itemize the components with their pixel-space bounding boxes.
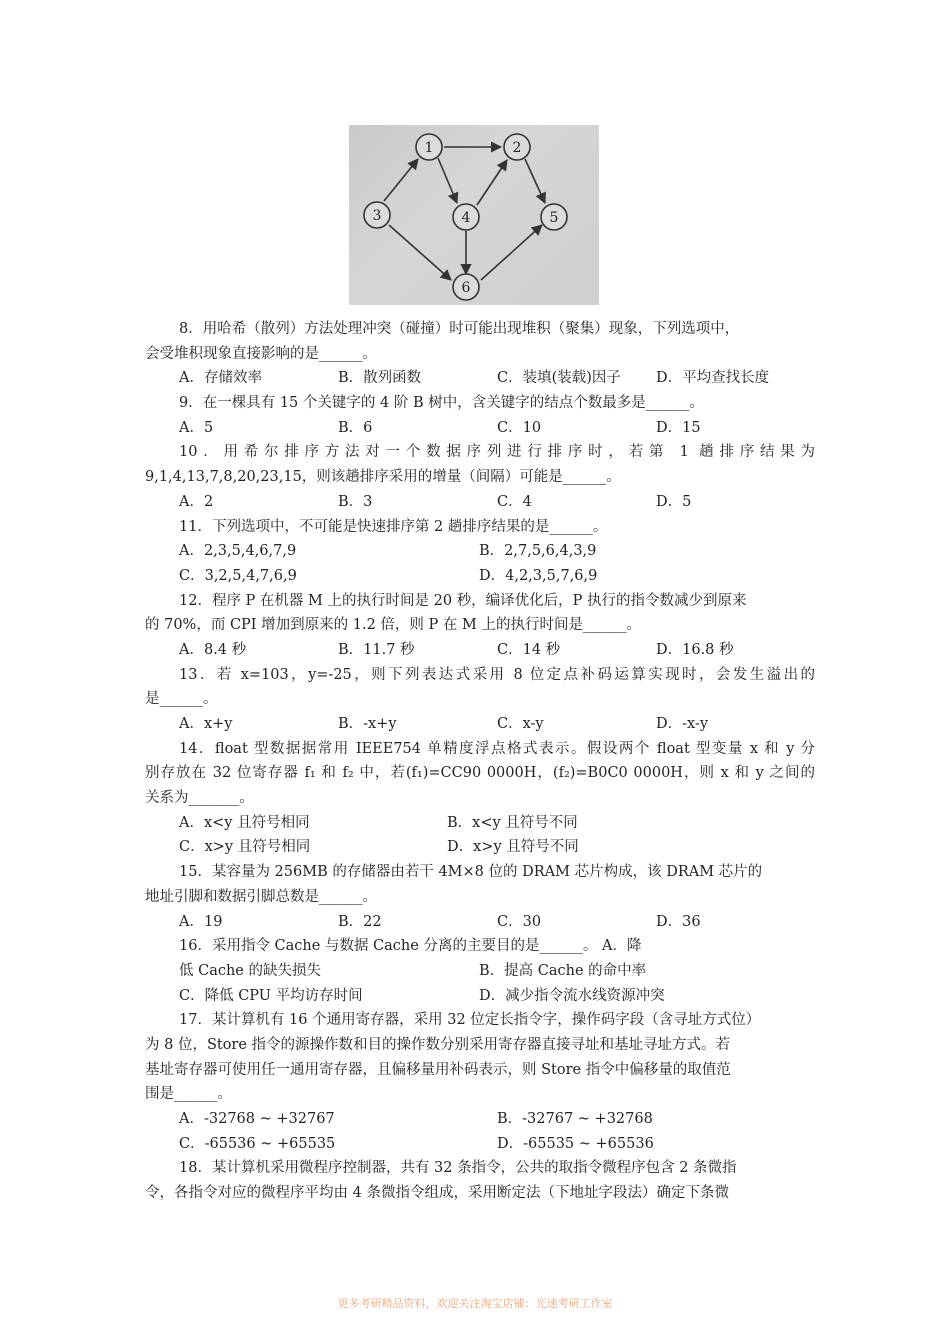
graph-svg	[349, 125, 599, 305]
question-text: 是______。	[145, 691, 218, 708]
graph-node-label: 3	[372, 208, 382, 224]
option-d: D．平均查找长度	[656, 370, 770, 387]
question-text: 11．下列选项中，不可能是快速排序第 2 趟排序结果的是______。	[179, 518, 608, 535]
option-d: D．5	[656, 493, 692, 510]
option-c: C．x-y	[497, 716, 544, 732]
question-text: 会受堆积现象直接影响的是______。	[145, 345, 377, 362]
graph-node-1	[416, 134, 442, 160]
option-row	[145, 564, 815, 589]
option-row	[145, 1107, 815, 1132]
question-text: 18．某计算机采用微程序控制器，共有 32 条指令，公共的取指令微程序包含 2 条微指	[179, 1160, 737, 1177]
question-9	[145, 391, 815, 440]
option-a: A．x+y	[179, 716, 233, 732]
option-b: B．提高 Cache 的命中率	[479, 962, 647, 979]
option-row	[145, 539, 815, 564]
question-text: 基址寄存器可使用任一通用寄存器，且偏移量用补码表示，则 Store 指令中偏移量的取值范	[145, 1061, 731, 1078]
option-c: C．10	[497, 419, 542, 436]
option-b: B．11.7 秒	[338, 641, 415, 658]
option-d: D．-x-y	[656, 716, 709, 732]
question-14	[145, 737, 815, 860]
option-a: A．5	[179, 419, 214, 436]
directed-graph-figure	[349, 125, 599, 305]
question-11	[145, 515, 815, 589]
edge-3-1	[384, 159, 418, 201]
option-c: C．30	[497, 913, 542, 930]
question-text: 为 8 位，Store 指令的源操作数和目的操作数分别采用寄存器直接寻址和基址寻址方式。若	[145, 1036, 731, 1053]
option-row	[145, 490, 815, 515]
option-row	[145, 835, 815, 860]
graph-node-5	[541, 204, 567, 230]
question-16	[145, 934, 815, 1008]
option-c: C．4	[497, 493, 532, 510]
graph-node-label: 4	[461, 210, 471, 226]
option-row	[145, 984, 815, 1009]
option-a: A．19	[179, 913, 223, 930]
option-row	[145, 811, 815, 836]
question-text: 10．用希尔排序方法对一个数据序列进行排序时，若第 1 趟排序结果为	[179, 444, 815, 461]
option-a: A．2	[179, 493, 214, 510]
graph-node-3	[364, 202, 390, 228]
graph-node-6	[453, 274, 479, 300]
question-text: 围是______。	[145, 1086, 232, 1103]
question-15	[145, 860, 815, 934]
question-10	[145, 440, 815, 514]
option-row	[145, 366, 815, 391]
option-b: B．3	[338, 493, 373, 510]
question-18	[145, 1156, 815, 1205]
option-b: B．2,7,5,6,4,3,9	[479, 543, 597, 560]
question-12	[145, 589, 815, 663]
option-b: B．-32767 ~ +32768	[497, 1111, 653, 1127]
graph-node-4	[453, 204, 479, 230]
option-d: D．15	[656, 419, 701, 436]
question-8	[145, 317, 815, 391]
question-text: 令，各指令对应的微程序平均由 4 条微指令组成，采用断定法（下地址字段法）确定下条微	[145, 1185, 729, 1202]
edge-2-5	[525, 159, 545, 203]
question-text: 16．采用指令 Cache 与数据 Cache 分离的主要目的是______。 A．降	[179, 938, 642, 955]
option-row	[145, 959, 815, 984]
question-text: 15．某容量为 256MB 的存储器由若干 4M×8 位的 DRAM 芯片构成，该 DRAM 芯片的	[179, 864, 763, 881]
option-a-continued: 低 Cache 的缺失损失	[179, 962, 321, 979]
graph-node-label: 2	[512, 140, 522, 156]
graph-node-label: 1	[424, 140, 434, 156]
question-list	[145, 317, 815, 1206]
option-b: B．x<y 且符号不同	[447, 814, 578, 831]
edge-4-2	[477, 160, 507, 205]
edge-3-6	[389, 225, 451, 280]
question-17	[145, 1008, 815, 1156]
option-a: A．2,3,5,4,6,7,9	[179, 543, 297, 560]
graph-node-2	[504, 134, 530, 160]
option-row	[145, 910, 815, 935]
graph-node-label: 5	[549, 210, 559, 226]
option-d: D．4,2,3,5,7,6,9	[479, 567, 598, 584]
option-c: C．装填(装载)因子	[497, 370, 621, 387]
option-row	[145, 638, 815, 663]
option-d: D．-65535 ~ +65536	[497, 1135, 654, 1152]
question-text: 地址引脚和数据引脚总数是______。	[145, 888, 377, 905]
graph-node-label: 6	[461, 280, 471, 296]
question-text: 9．在一棵具有 15 个关键字的 4 阶 B 树中，含关键字的结点个数最多是______。	[179, 395, 704, 412]
edge-1-4	[438, 158, 457, 203]
option-a: A．8.4 秒	[179, 641, 247, 658]
option-a: A．存储效率	[179, 370, 262, 387]
question-text: 别存放在 32 位寄存器 f₁ 和 f₂ 中，若(f₁)=CC90 0000H，(f₂)=B0C0 0000H，则 x 和 y 之间的	[145, 765, 815, 782]
option-d: D．减少指令流水线资源冲突	[479, 987, 665, 1004]
option-c: C．3,2,5,4,7,6,9	[179, 567, 297, 584]
option-c: C．-65536 ~ +65535	[179, 1135, 336, 1152]
question-text: 14．float 型数据据常用 IEEE754 单精度浮点格式表示。假设两个 float 型变量 x 和 y 分	[179, 740, 816, 757]
option-row	[145, 1132, 815, 1157]
question-text: 13．若 x=103，y=-25，则下列表达式采用 8 位定点补码运算实现时，会发生溢出的	[179, 666, 815, 683]
option-b: B．22	[338, 913, 382, 930]
option-row	[145, 712, 815, 737]
option-d: D．16.8 秒	[656, 641, 734, 658]
option-row	[145, 416, 815, 441]
option-b: B．6	[338, 419, 373, 436]
option-b: B．散列函数	[338, 370, 422, 387]
question-text: 12．程序 P 在机器 M 上的执行时间是 20 秒，编译优化后，P 执行的指令数减少到原来	[179, 592, 747, 609]
question-13	[145, 663, 815, 737]
option-c: C．降低 CPU 平均访存时间	[179, 987, 363, 1004]
option-c: C．14 秒	[497, 641, 561, 658]
option-a: A．-32768 ~ +32767	[179, 1111, 335, 1127]
edge-6-5	[481, 225, 542, 280]
question-text: 9,1,4,13,7,8,20,23,15，则该趟排序采用的增量（间隔）可能是______。	[145, 469, 621, 486]
option-c: C．x>y 且符号相同	[179, 839, 311, 856]
option-a: A．x<y 且符号相同	[179, 814, 310, 831]
question-text: 8．用哈希（散列）方法处理冲突（碰撞）时可能出现堆积（聚集）现象，下列选项中，	[179, 321, 740, 337]
option-d: D．x>y 且符号不同	[447, 839, 579, 856]
question-text: 的 70%，而 CPI 增加到原来的 1.2 倍，则 P 在 M 上的执行时间是______。	[145, 617, 641, 634]
option-d: D．36	[656, 913, 701, 930]
question-text: 关系为_______。	[145, 790, 254, 807]
option-b: B．-x+y	[338, 716, 397, 732]
footer-watermark: 更多考研精品资料，欢迎关注淘宝店铺：光速考研工作室	[337, 1297, 613, 1310]
question-text: 17．某计算机有 16 个通用寄存器，采用 32 位定长指令字，操作码字段（含寻址方式位）	[179, 1012, 761, 1029]
